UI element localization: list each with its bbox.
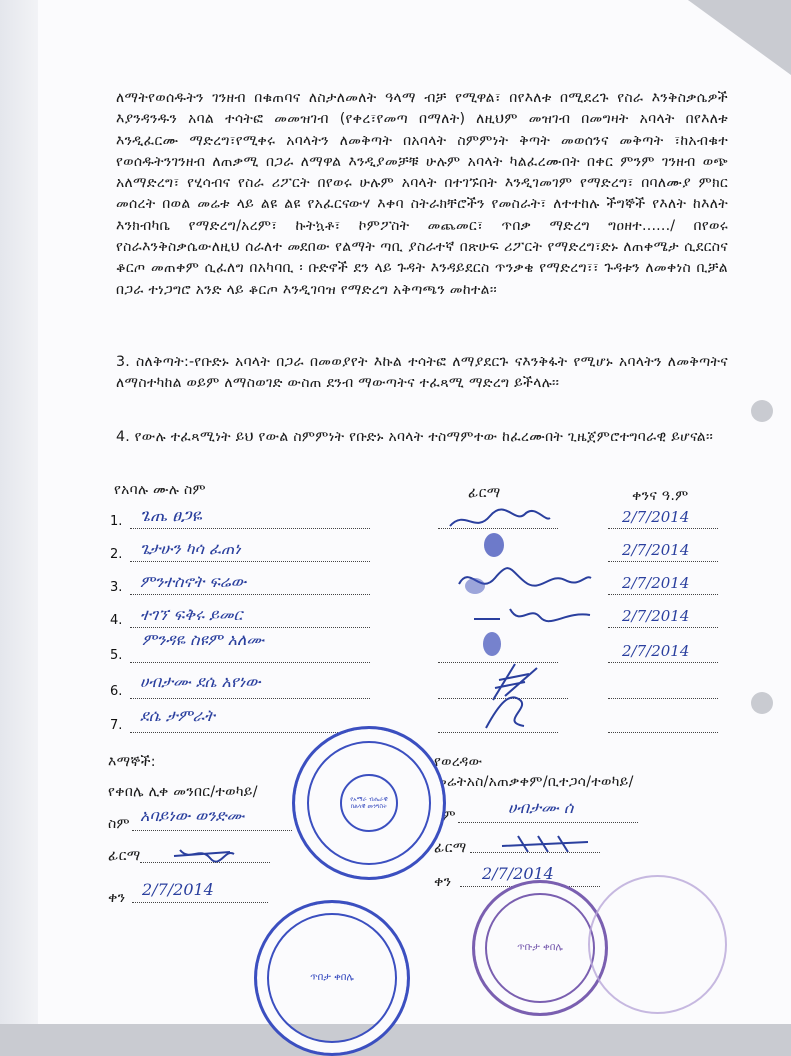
date-line [608, 627, 718, 628]
left-date-line [132, 902, 268, 903]
contract-paragraph-3: 3. ስለቅጣት:-የቡድኑ አባላት በጋራ በመወያየት እኩል ተሳትፎ ለማያደርጉ ናእንቅፋት የሚሆኑ አባላትን ለመቅጣትና ለማስተካከል ወይም ለማስወገድ ውስጠ ደንብ ማውጣትና ተፈጻሚ ማድረግ ይችላሉ፡፡ [116, 354, 728, 392]
member-name: ምንዳዬ ስዩም አለሙ [142, 630, 265, 649]
member-date: 2/7/2014 [622, 574, 690, 592]
back-page-edge [0, 0, 38, 1024]
kebele-stamp-left [254, 900, 410, 1056]
member-row [110, 630, 730, 674]
name-line [130, 594, 370, 595]
member-signature [445, 504, 555, 534]
date-line [608, 561, 718, 562]
row-number: 2. [110, 547, 123, 562]
member-name: ተገኘ ፍቅሩ ይመር [140, 605, 243, 624]
name-line [130, 698, 370, 699]
right-name-line [458, 822, 638, 823]
header-date: ቀንና ዓ.ም [632, 488, 689, 504]
signature-line [438, 732, 558, 733]
right-name-label: ስም [434, 808, 456, 824]
right-name-value: ሀብታሙ ሰ [508, 798, 574, 817]
left-name-label: ስም [108, 816, 130, 832]
member-name: ሀብታሙ ደሴ አየነው [140, 672, 261, 691]
date-line [608, 528, 718, 529]
row-number: 5. [110, 648, 123, 663]
left-name-value: አባይነው ወንድሙ [140, 806, 245, 825]
kebele-chair-title: የቀበሌ ሊቀ መንበር/ተወካይ/ [108, 784, 258, 800]
member-date: 2/7/2014 [622, 642, 690, 660]
member-row [110, 539, 730, 573]
member-name: ምንተስኖት ፍሬው [140, 572, 247, 591]
member-row [110, 706, 730, 744]
woreda-title-2: መሬትአስ/አጠቃቀም/ቢተጋሳ/ተወካይ/ [434, 774, 634, 790]
member-row [110, 506, 730, 540]
right-date-value: 2/7/2014 [482, 864, 554, 883]
row-number: 3. [110, 580, 123, 595]
left-name-line [132, 830, 292, 831]
row-number: 4. [110, 613, 123, 628]
punch-hole-top [751, 400, 773, 422]
date-line [608, 662, 718, 663]
date-line [608, 698, 718, 699]
member-date: 2/7/2014 [622, 607, 690, 625]
woreda-title-1: የወረዳው [434, 754, 483, 770]
stamp-text: የአማራ ብሔራዊ ክልላዊ መንግስት [350, 796, 388, 810]
right-date-label: ቀን [434, 874, 452, 890]
member-name: ደሴ ታምራት [140, 706, 215, 725]
fingerprint-mark [478, 630, 508, 660]
date-line [608, 594, 718, 595]
row-number: 1. [110, 514, 123, 529]
right-signature-label: ፊርማ [434, 840, 467, 856]
header-signature: ፊርማ [468, 485, 501, 501]
member-row [110, 572, 730, 606]
header-member-name: የአባሉ ሙሉ ስም [114, 482, 206, 498]
member-date: 2/7/2014 [622, 541, 690, 559]
contract-paragraph-4: 4. የውሉ ተፈጻሚነት ይህ የውል ስምምነት የቡድኑ አባላት ተስማምተው ከፈረሙበት ጊዜጀምሮተግባራዊ ይሆናል፡፡ [116, 429, 714, 445]
left-signature-label: ፊርማ [108, 848, 141, 864]
row-number: 6. [110, 684, 123, 699]
member-name: ጌታሁን ካሳ ፈጠነ [140, 539, 241, 558]
row-number: 7. [110, 718, 123, 733]
left-date-label: ቀን [108, 890, 126, 906]
name-line [130, 561, 370, 562]
name-line [130, 662, 370, 663]
signature-line [438, 528, 558, 529]
member-date: 2/7/2014 [622, 508, 690, 526]
official-stamp-round [292, 726, 446, 880]
date-line [608, 732, 718, 733]
stamp-text: ጥበታ ቀበሌ [310, 972, 354, 983]
contract-paragraph-1: ለማትየወሰዱትን ገንዘብ በቁጠባና ለስታለመለት ዓላማ ብቻ የሚዋል፣ በየእለቱ በሚደረጉ የስራ እንቅስቃሴዎች እያንዳንዱን አባል ተሳትፎ መመዝገብ (የቀረ፣የመጣ በማለት) ለዚህም መዝገብ በመግዛት አባላት በየእለቱ እንዲፈርሙ ማድረግ፣የሚቀሩ አባላትን ለመቅጣት በአባላት ስምምነት ቅጣት መወሰንና መቅጣት ፣ከአብቁተ የወሰዱትንገንዘብ ለጠቃሚ በጋራ ለማዋል እንዲያመቻቹ ሁሉም አባላት ካልፈረሙበት በቀር ምንም ገንዘብ ወጭ አለማድረግ፣ የሂሳብና የስራ ሪፖርት በየወሩ ሁሉም አባላት በተገኙበት እንዲገመገም የማድረግ፣ በባለሙያ ምክር መሰረት በወል መሬቱ ላይ ልዩ ልዩ የአፈርናውሃ እቀባ ስትራክቸሮችን የመስራት፣ ለተተከሉ ችግኞች የእለት ከእለት እንክብካቤ የማድረግ/አረም፣ ኩትኳቶ፣ ኮምፖስት መጨመር፣ ጥበቃ ማድረግ ግዐዘተ....../ በየወሩ የስራእንቅስቃሴውለዚህ ሰራለተ መደበው የልማት ጣቢ ያስራተኛ በጽሁፍ ሪፖርት የማድረግ፣ድኑ ለጠቀሜታ ሲደርስና ቆርጦ መጠቀም ሲፈለግ በአካባቢ ፡ ቡድኖች ደን ላይ ጉዳት እንዳይደርስ ጥንቃቄ የማድረግ፣፣ ጉዳቱን ለመቀነስ ቢቻል በጋራ ተነጋግሮ አንድ ላይ ቆርጦ እንዲገባዝ የማድረግ አቅጣጫን መከተል፡፡ [116, 90, 729, 298]
name-line [130, 627, 370, 628]
witnesses-label: እማኞች: [108, 754, 156, 770]
left-signature-line [140, 862, 270, 863]
punch-hole-bottom [751, 692, 773, 714]
right-signature-line [470, 852, 600, 853]
member-signature [480, 692, 530, 732]
member-signature [455, 564, 595, 598]
fingerprint-mark [480, 531, 510, 561]
member-signature [470, 601, 610, 631]
stamp-text: ጥቡታ ቀበሌ [517, 942, 563, 953]
left-date-value: 2/7/2014 [142, 880, 214, 899]
name-line [130, 528, 370, 529]
member-name: ጌጤ ፀጋዬ [140, 506, 202, 526]
faded-stamp [588, 875, 727, 1014]
name-line [130, 732, 370, 733]
